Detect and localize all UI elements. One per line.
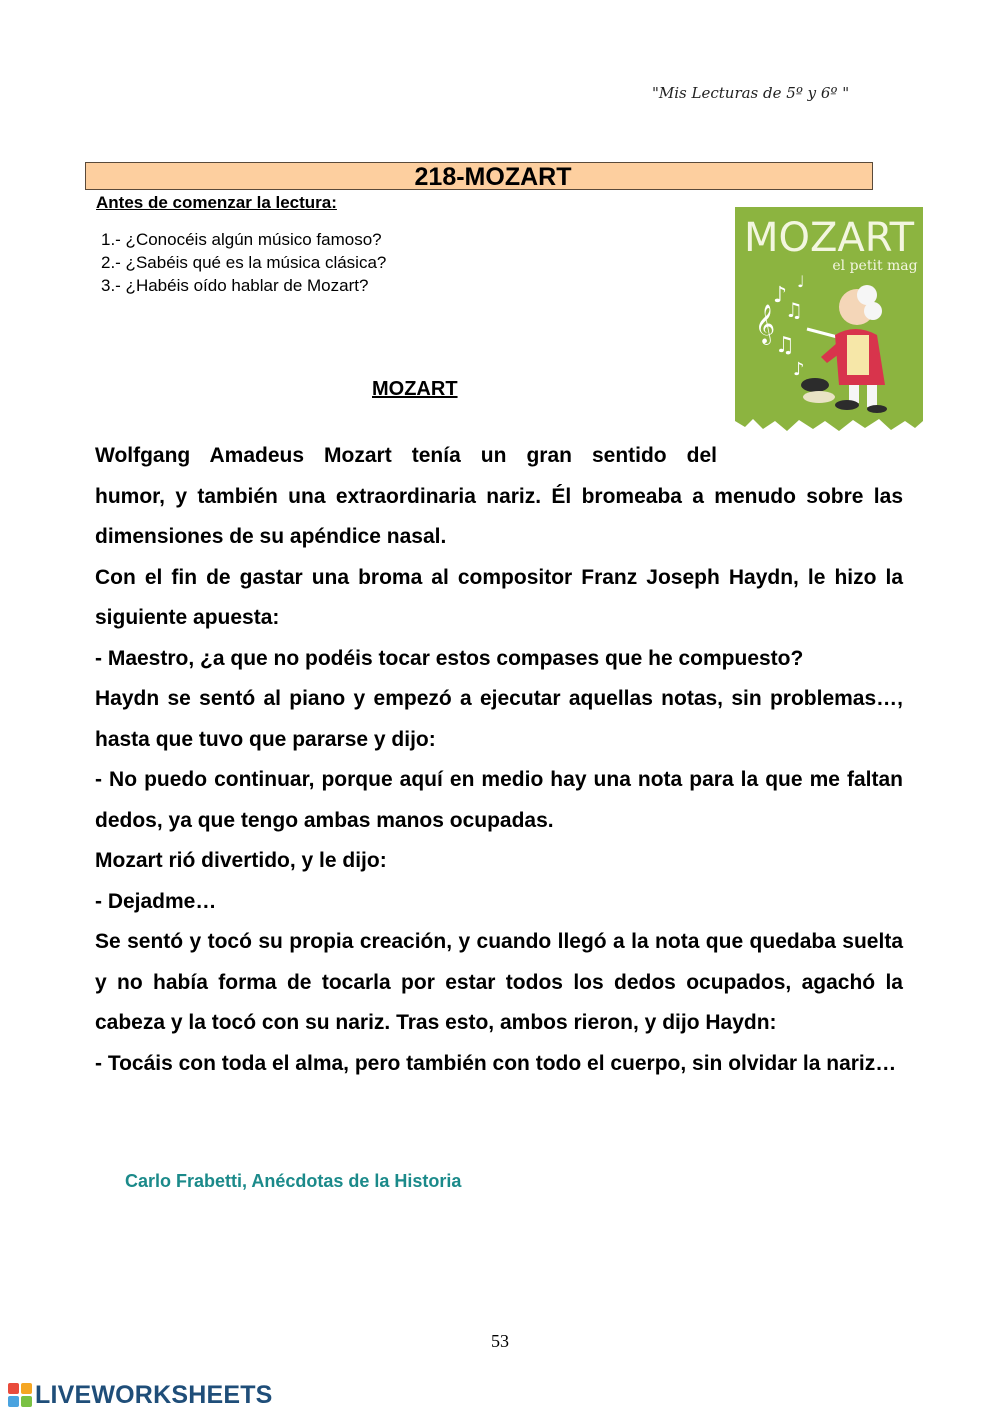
svg-text:♫: ♫: [775, 333, 795, 358]
question-item: 1.- ¿Conocéis algún músico famoso?: [101, 230, 382, 249]
series-note: "Mis Lecturas de 5º y 6º ": [652, 84, 850, 102]
question-item: 3.- ¿Habéis oído hablar de Mozart?: [101, 276, 369, 295]
svg-text:♫: ♫: [785, 298, 803, 322]
liveworksheets-logo-icon: [8, 1383, 32, 1407]
page-number: 53: [491, 1331, 509, 1351]
story-paragraph: - Maestro, ¿a que no podéis tocar estos compases que he compuesto?: [95, 646, 804, 670]
cover-title: MOZART: [743, 215, 915, 261]
svg-text:♩: ♩: [797, 272, 805, 291]
story-paragraph: - No puedo continuar, porque aquí en medio hay una nota para la que me faltan dedos, ya que tengo ambas manos ocupadas.: [95, 768, 903, 832]
story-text: [95, 436, 903, 1084]
prereading-label: Antes de comenzar la lectura:: [96, 193, 337, 212]
prereading-questions: [101, 228, 386, 297]
story-first-line: Wolfgang Amadeus Mozart tenía un gran sentido del: [95, 444, 717, 467]
story-source: Carlo Frabetti, Anécdotas de la Historia: [125, 1171, 462, 1191]
svg-text:𝄞: 𝄞: [755, 304, 776, 344]
brand-name: LIVEWORKSHEETS: [35, 1380, 273, 1409]
story-paragraph: - Tocáis con toda el alma, pero también con todo el cuerpo, sin olvidar la nariz…: [95, 1051, 897, 1075]
liveworksheets-brand[interactable]: [8, 1380, 273, 1410]
story-paragraph: Haydn se sentó al piano y empezó a ejecutar aquellas notas, sin problemas…, hasta que tuvo que pararse y dijo:: [95, 687, 903, 751]
cover-subtitle: el petit mag: [832, 258, 918, 274]
question-item: 2.- ¿Sabéis qué es la música clásica?: [101, 253, 387, 272]
svg-text:♪: ♪: [773, 283, 788, 308]
story-paragraph: Con el fin de gastar una broma al compositor Franz Joseph Haydn, le hizo la siguiente apuesta:: [95, 565, 903, 629]
story-paragraph: Mozart rió divertido, y le dijo:: [95, 849, 387, 872]
story-paragraph: - Dejadme…: [95, 889, 217, 913]
story-paragraph: humor, y también una extraordinaria nariz. Él bromeaba a menudo sobre las dimensiones de su apéndice nasal.: [95, 484, 903, 548]
page-title: 218-MOZART: [414, 163, 572, 191]
svg-text:♪: ♪: [793, 359, 805, 380]
story-heading: MOZART: [372, 378, 458, 400]
story-paragraph: Se sentó y tocó su propia creación, y cuando llegó a la nota que quedaba suelta y no había forma de tocarla por estar todos los dedos ocupados, agachó la cabeza y la tocó con su nariz. Tras esto, ambos rieron, y dijo Haydn:: [95, 930, 903, 1034]
mozart-cover-image: [735, 207, 923, 439]
